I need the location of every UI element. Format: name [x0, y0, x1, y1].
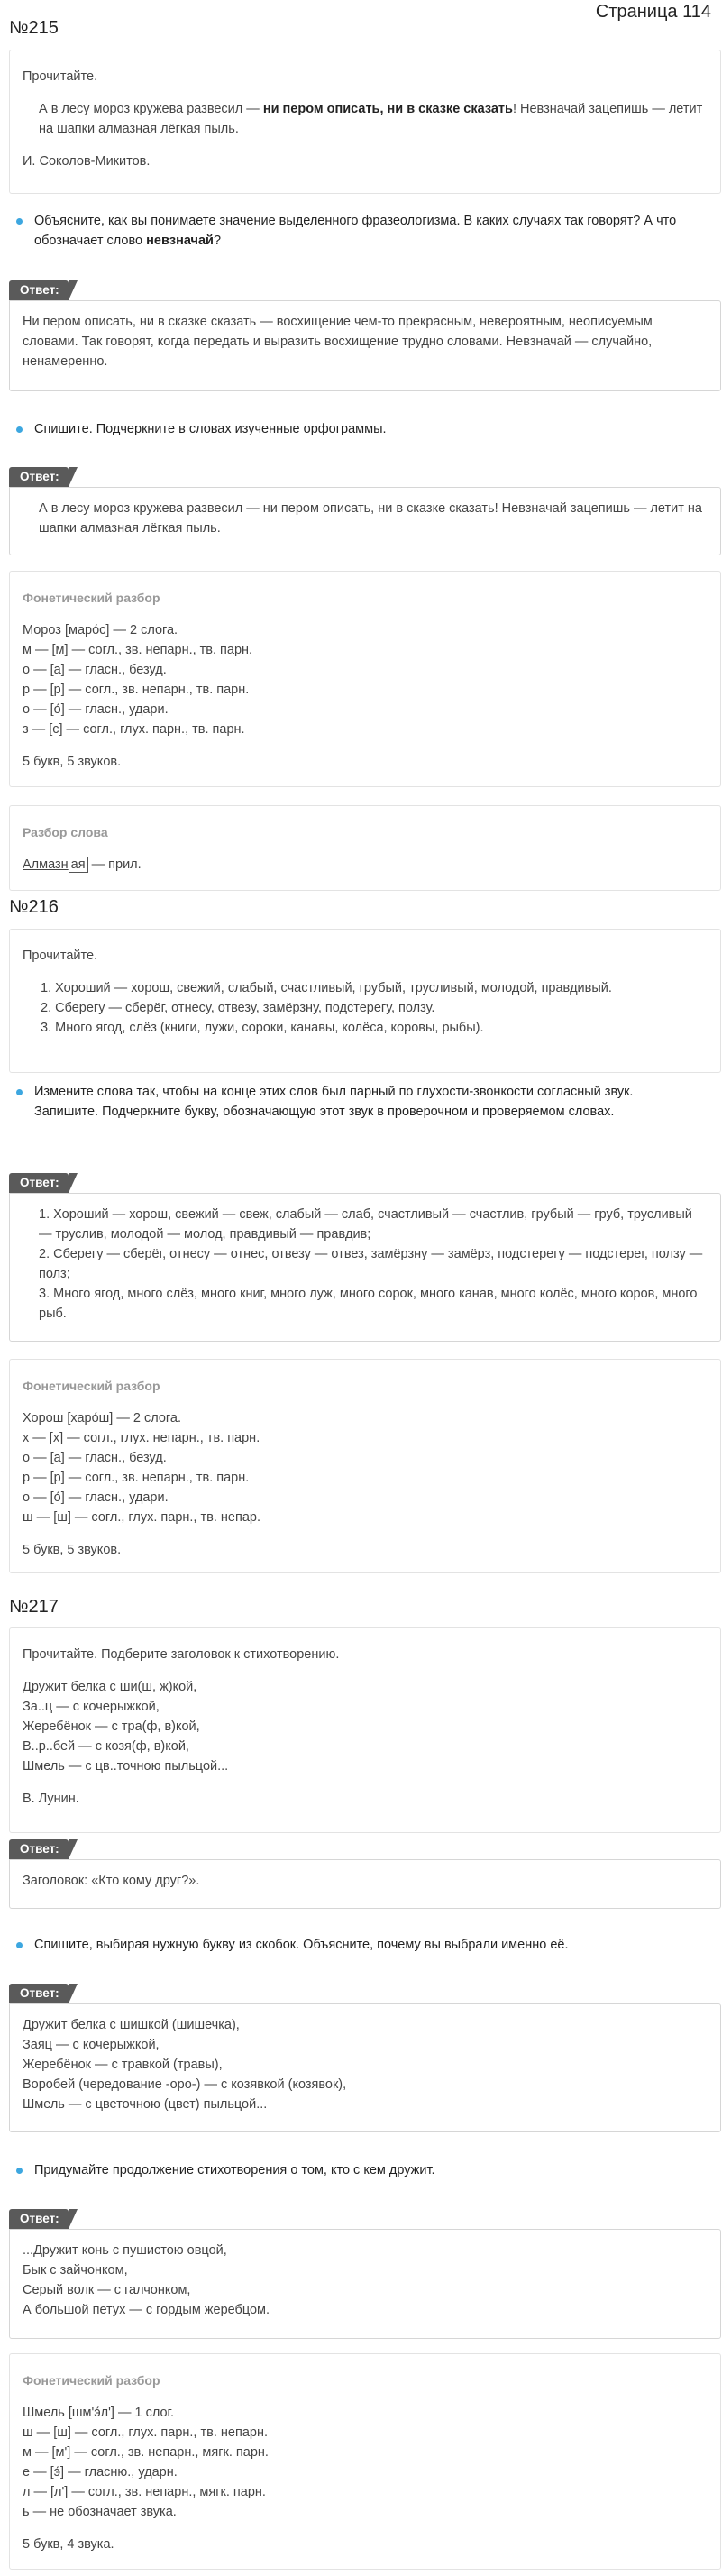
answer-text: Заголовок: «Кто кому друг?».: [23, 1874, 200, 1888]
phonetic-title: Фонетический разбор: [23, 1379, 160, 1393]
task-215-question-1: [16, 211, 710, 251]
task-215-text-card: [9, 50, 721, 194]
task-215-instruction: Прочитайте.: [23, 69, 98, 84]
answer-label: Ответ:: [9, 1173, 69, 1193]
page-number: Страница 114: [595, 2, 711, 22]
phonetic-line: м — [м'] — согл., зв. непарн., мягк. парн.: [23, 2445, 269, 2460]
phonetic-line: л — [л'] — согл., зв. непарн., мягк. парн.: [23, 2485, 266, 2499]
answer-text: Шмель — с цветочною (цвет) пыльцой...: [23, 2097, 268, 2112]
text-part: А в лесу мороз кружева развесил —: [39, 102, 263, 116]
question-text: Запишите. Подчеркните букву, обозначающую этот звук в проверочном и проверяемом словах.: [34, 1105, 615, 1119]
word-part-of-speech: — прил.: [87, 857, 142, 872]
bullet-icon: [16, 426, 23, 433]
task-217-author: В. Лунин.: [23, 1792, 79, 1806]
task-216-question-1: [16, 1082, 710, 1122]
task-215-text: [23, 99, 708, 139]
task-215-question-2: [16, 419, 710, 439]
answer-text: Заяц — с кочерыжкой,: [23, 2038, 160, 2052]
phonetic-line: ш — [ш] — согл., глух. парн., тв. непар.: [23, 1510, 260, 1525]
task-215-number: №215: [9, 18, 59, 38]
answer-text: Серый волк — с галчонком,: [23, 2283, 191, 2297]
bullet-icon: [16, 218, 23, 225]
word-parse-title: Разбор слова: [23, 825, 108, 839]
bullet-icon: [16, 1942, 23, 1948]
phonetic-word: Шмель [шм'э́л'] — 1 слог.: [23, 2406, 175, 2420]
task-216-answer-1: [9, 1193, 721, 1342]
question-text: Спишите, выбирая нужную букву из скобок. Объясните, почему вы выбрали именно её.: [34, 1938, 569, 1952]
answer-text: Дружит белка с шишкой (шишечка),: [23, 2018, 240, 2032]
task-216-item: 1. Хороший — хорош, свежий, слабый, счастливый, грубый, трусливый, молодой, правдивый.: [41, 981, 612, 995]
task-216-text-card: [9, 929, 721, 1073]
phonetic-line: ш — [ш] — согл., глух. парн., тв. непарн.: [23, 2425, 268, 2440]
task-217-number: №217: [9, 1597, 59, 1617]
question-text: Объясните, как вы понимаете значение выделенного фразеологизма. В каких случаях так говорят? А что обозначает слово: [34, 214, 677, 248]
task-217-question-2: [16, 1935, 710, 1955]
task-217-question-3: [16, 2160, 710, 2180]
bullet-icon: [16, 1089, 23, 1095]
answer-text: А большой петух — с гордым жеребцом.: [23, 2303, 270, 2317]
answer-text: А в лесу мороз кружева развесил — ни пером описать, ни в сказке сказать! Невзначай зацепишь — летит на шапки алмазная лёгкая пыль.: [39, 501, 702, 536]
question-text: Спишите. Подчеркните в словах изученные орфограммы.: [34, 422, 387, 436]
task-217-text-card: [9, 1627, 721, 1833]
answer-text: 2. Сберегу — сберёг, отнесу — отнес, отвезу — отвез, замёрзну — замёрз, подстерегу — подстерег, ползу — полз;: [39, 1247, 703, 1281]
task-217-answer-1: [9, 1859, 721, 1909]
bullet-icon: [16, 2168, 23, 2174]
task-216-item: 2. Сберегу — сберёг, отнесу, отвезу, замёрзну, подстерегу, ползу.: [41, 1001, 435, 1015]
text-part: ! Невзначай зацепишь — летит на шапки алмазная лёгкая пыль.: [39, 102, 703, 136]
poem-line: В..р..бей — с козя(ф, в)кой,: [23, 1739, 189, 1754]
phonetic-line: ь — не обозначает звука.: [23, 2505, 177, 2519]
phonetic-line: о — [а] — гласн., безуд.: [23, 663, 167, 677]
phonetic-line: м — [м] — согл., зв. непарн., тв. парн.: [23, 643, 253, 657]
answer-label: Ответ:: [9, 280, 69, 300]
word-ending: ая: [69, 857, 88, 873]
phonetic-title: Фонетический разбор: [23, 591, 160, 605]
phonetic-line: х — [х] — согл., глух. непарн., тв. парн.: [23, 1431, 260, 1445]
answer-text: Жеребёнок — с травкой (травы),: [23, 2058, 223, 2072]
answer-text: Бык с зайчонком,: [23, 2263, 128, 2278]
phonetic-summary: 5 букв, 5 звуков.: [23, 1543, 122, 1557]
answer-label: Ответ:: [9, 1984, 69, 2003]
phonetic-line: о — [о́] — гласн., удари.: [23, 702, 169, 717]
word-parse-line: [23, 855, 708, 875]
task-216-number: №216: [9, 897, 59, 917]
task-217-answer-3: [9, 2229, 721, 2339]
phonetic-summary: 5 букв, 5 звуков.: [23, 755, 122, 769]
answer-label: Ответ:: [9, 2209, 69, 2229]
phonetic-line: о — [а] — гласн., безуд.: [23, 1451, 167, 1465]
task-216-phonetic-card: [9, 1359, 721, 1573]
task-215-answer-1: [9, 300, 721, 391]
task-216-item: 3. Много ягод, слёз (книги, лужи, сороки, канавы, колёса, коровы, рыбы).: [41, 1021, 484, 1035]
answer-text: Воробей (чередование -оро-) — с козявкой (козявок),: [23, 2077, 347, 2092]
task-215-answer-2: [9, 487, 721, 555]
poem-line: Шмель — с цв..точною пыльцой...: [23, 1759, 229, 1774]
answer-label: Ответ:: [9, 467, 69, 487]
phonetic-line: о — [о́] — гласн., удари.: [23, 1490, 169, 1505]
phonetic-line: е — [э́] — гласню., ударн.: [23, 2465, 178, 2480]
task-217-answer-2: [9, 2003, 721, 2132]
task-215-word-parse-card: [9, 805, 721, 891]
task-217-instruction: Прочитайте. Подберите заголовок к стихотворению.: [23, 1647, 340, 1662]
answer-text: Ни пером описать, ни в сказке сказать — восхищение чем-то прекрасным, невероятным, неописуемым словами. Так говорят, когда передать и выразить восхищение трудно словами. Невзначай — случайно, ненамеренно.: [23, 315, 653, 369]
word-root: Алмазн: [23, 857, 69, 872]
highlighted-idiom: ни пером описать, ни в сказке сказать: [262, 102, 513, 116]
question-text: Измените слова так, чтобы на конце этих слов был парный по глухости-звонкости согласный звук.: [34, 1085, 634, 1099]
phonetic-line: з — [с] — согл., глух. парн., тв. парн.: [23, 722, 245, 737]
poem-line: За..ц — с кочерыжкой,: [23, 1700, 160, 1714]
question-keyword: невзначай: [146, 234, 214, 248]
question-text: Придумайте продолжение стихотворения о том, кто с кем дружит.: [34, 2163, 435, 2177]
task-215-phonetic-card: [9, 571, 721, 787]
poem-line: Дружит белка с ши(ш, ж)кой,: [23, 1680, 197, 1694]
phonetic-summary: 5 букв, 4 звука.: [23, 2537, 114, 2552]
phonetic-line: р — [р] — согл., зв. непарн., тв. парн.: [23, 683, 250, 697]
phonetic-title: Фонетический разбор: [23, 2373, 160, 2388]
answer-label: Ответ:: [9, 1839, 69, 1859]
phonetic-line: р — [р] — согл., зв. непарн., тв. парн.: [23, 1471, 250, 1485]
question-text: ?: [213, 234, 222, 248]
phonetic-word: Мороз [маро́с] — 2 слога.: [23, 623, 178, 637]
task-216-instruction: Прочитайте.: [23, 949, 98, 963]
task-217-phonetic-card: [9, 2353, 721, 2570]
poem-line: Жеребёнок — с тра(ф, в)кой,: [23, 1719, 200, 1734]
answer-text: 1. Хороший — хорош, свежий — свеж, слабый — слаб, счастливый — счастлив, грубый — груб, трусливый — труслив, молодой — молод, правдивый — правдив;: [39, 1207, 692, 1242]
answer-text: 3. Много ягод, много слёз, много книг, много луж, много сорок, много канав, много колёс, много коров, много рыб.: [39, 1287, 698, 1321]
answer-text: ...Дружит конь с пушистою овцой,: [23, 2243, 227, 2258]
task-215-author: И. Соколов-Микитов.: [23, 154, 151, 169]
phonetic-word: Хорош [харо́ш] — 2 слога.: [23, 1411, 181, 1426]
